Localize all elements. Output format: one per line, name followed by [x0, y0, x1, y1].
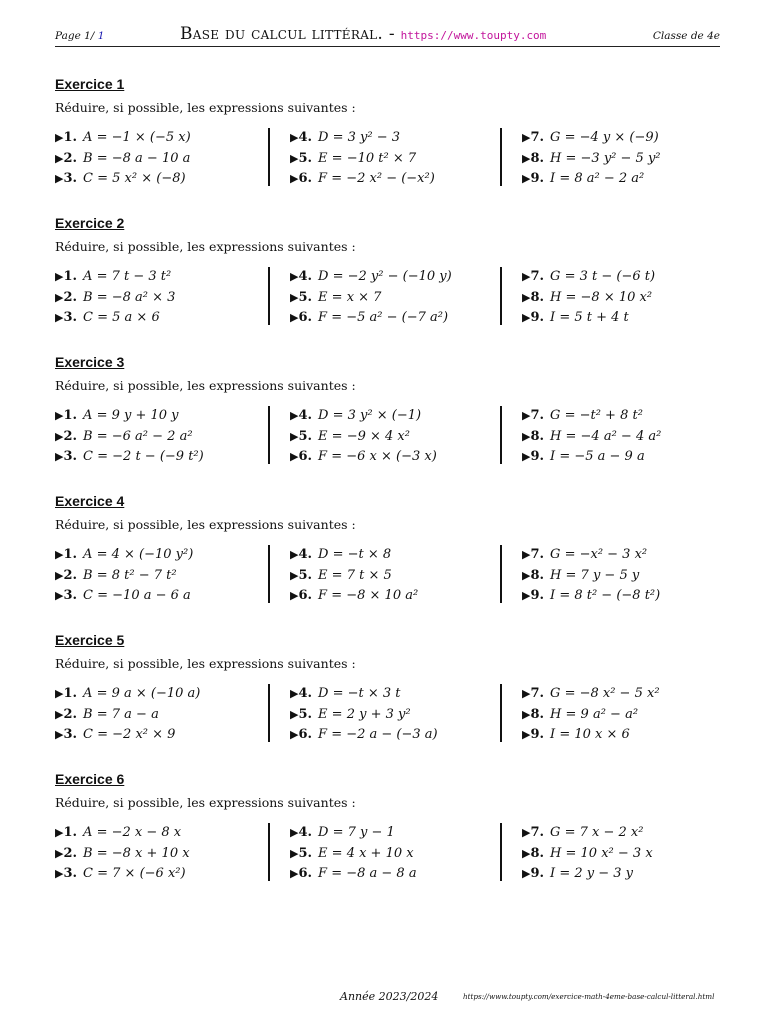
exercise-item	[290, 308, 510, 329]
item-number: ▶8.	[522, 150, 545, 166]
exercise-item	[290, 705, 510, 726]
item-number: ▶4.	[290, 130, 313, 145]
exercise-5	[55, 632, 725, 752]
triangle-marker-icon: ▶	[290, 450, 299, 463]
exercise-column	[268, 406, 510, 464]
item-expression: F = −6 x × (−3 x)	[318, 449, 437, 464]
exercise-column	[268, 545, 510, 603]
exercise-item	[55, 725, 275, 746]
item-expression: H = −4 a² − 4 a²	[550, 428, 662, 444]
exercise-item	[522, 586, 742, 607]
item-expression: A = 9 a × (−10 a)	[83, 686, 201, 701]
item-expression: F = −2 a − (−3 a)	[318, 727, 438, 742]
exercise-column	[55, 823, 275, 885]
exercise-column	[500, 823, 742, 881]
exercise-column	[268, 267, 510, 325]
page-total: 1	[97, 30, 105, 42]
triangle-marker-icon: ▶	[290, 311, 299, 324]
exercise-item	[290, 427, 510, 448]
triangle-marker-icon: ▶	[55, 450, 64, 463]
exercise-item	[522, 128, 742, 149]
triangle-marker-icon: ▶	[522, 270, 531, 283]
exercise-item	[522, 823, 742, 844]
item-expression: I = 8 a² − 2 a²	[550, 171, 645, 186]
item-expression: A = 9 y + 10 y	[83, 408, 179, 423]
exercise-item	[55, 267, 275, 288]
item-number: ▶2.	[55, 706, 78, 722]
triangle-marker-icon: ▶	[290, 568, 299, 582]
exercise-column	[55, 267, 275, 329]
item-number: ▶9.	[522, 171, 545, 186]
item-expression: B = −6 a² − 2 a²	[83, 428, 193, 444]
exercise-item	[522, 267, 742, 288]
exercise-instruction: Réduire, si possible, les expressions suivantes :	[55, 239, 356, 254]
item-number: ▶1.	[55, 269, 78, 284]
item-number: ▶5.	[290, 289, 313, 305]
footer-year: Année 2023/2024	[340, 990, 439, 1003]
triangle-marker-icon: ▶	[55, 846, 64, 860]
item-expression: F = −5 a² − (−7 a²)	[318, 310, 449, 325]
item-expression: E = 7 t × 5	[318, 567, 392, 583]
exercise-item	[522, 149, 742, 170]
item-number: ▶8.	[522, 845, 545, 861]
exercise-column	[268, 128, 510, 186]
exercise-item	[522, 864, 742, 885]
item-number: ▶2.	[55, 428, 78, 444]
item-expression: H = −8 × 10 x²	[550, 289, 653, 305]
page-header	[55, 24, 720, 47]
triangle-marker-icon: ▶	[290, 131, 299, 144]
item-expression: D = 3 y² × (−1)	[318, 408, 422, 423]
item-expression: F = −8 × 10 a²	[318, 588, 419, 603]
triangle-marker-icon: ▶	[290, 728, 299, 741]
exercise-instruction: Réduire, si possible, les expressions suivantes :	[55, 378, 356, 393]
triangle-marker-icon: ▶	[290, 409, 299, 422]
exercise-item	[55, 864, 275, 885]
exercise-item	[55, 128, 275, 149]
triangle-marker-icon: ▶	[522, 151, 531, 165]
exercise-column	[55, 545, 275, 607]
exercise-column	[500, 545, 742, 603]
exercise-item	[55, 169, 275, 190]
exercise-item	[290, 169, 510, 190]
triangle-marker-icon: ▶	[55, 151, 64, 165]
exercise-item	[290, 288, 510, 309]
exercise-item	[55, 684, 275, 705]
triangle-marker-icon: ▶	[55, 548, 64, 561]
item-number: ▶7.	[522, 408, 545, 423]
triangle-marker-icon: ▶	[522, 687, 531, 700]
exercise-column	[500, 684, 742, 742]
item-number: ▶6.	[290, 171, 313, 186]
item-expression: B = −8 a² × 3	[83, 289, 176, 305]
item-expression: I = 10 x × 6	[550, 727, 630, 742]
item-expression: C = −2 x² × 9	[83, 727, 176, 742]
item-expression: D = 7 y − 1	[318, 825, 395, 840]
exercise-column	[55, 684, 275, 746]
triangle-marker-icon: ▶	[290, 687, 299, 700]
item-number: ▶6.	[290, 866, 313, 881]
class-label: Classe de 4e	[652, 30, 720, 42]
triangle-marker-icon: ▶	[522, 409, 531, 422]
exercise-item	[522, 545, 742, 566]
triangle-marker-icon: ▶	[290, 867, 299, 880]
triangle-marker-icon: ▶	[522, 568, 531, 582]
item-number: ▶5.	[290, 567, 313, 583]
triangle-marker-icon: ▶	[522, 450, 531, 463]
item-expression: A = −2 x − 8 x	[83, 825, 182, 840]
item-expression: E = −10 t² × 7	[318, 150, 417, 166]
exercise-item	[522, 288, 742, 309]
triangle-marker-icon: ▶	[55, 867, 64, 880]
item-number: ▶9.	[522, 727, 545, 742]
exercise-item	[55, 308, 275, 329]
item-expression: A = −1 × (−5 x)	[83, 130, 191, 145]
triangle-marker-icon: ▶	[290, 548, 299, 561]
item-number: ▶7.	[522, 130, 545, 145]
item-number: ▶8.	[522, 567, 545, 583]
exercise-2	[55, 215, 725, 335]
exercise-item	[290, 566, 510, 587]
item-expression: E = 4 x + 10 x	[318, 845, 414, 861]
item-expression: G = −8 x² − 5 x²	[550, 686, 660, 701]
exercise-4	[55, 493, 725, 613]
item-number: ▶9.	[522, 588, 545, 603]
item-number: ▶1.	[55, 686, 78, 701]
triangle-marker-icon: ▶	[55, 707, 64, 721]
triangle-marker-icon: ▶	[55, 568, 64, 582]
triangle-marker-icon: ▶	[522, 707, 531, 721]
item-number: ▶2.	[55, 845, 78, 861]
exercise-item	[522, 844, 742, 865]
exercise-item	[55, 406, 275, 427]
triangle-marker-icon: ▶	[290, 589, 299, 602]
exercise-item	[290, 725, 510, 746]
exercise-title: Exercice 6	[55, 771, 125, 787]
item-expression: D = 3 y² − 3	[318, 130, 401, 145]
item-number: ▶9.	[522, 449, 545, 464]
exercise-item	[55, 823, 275, 844]
item-number: ▶7.	[522, 547, 545, 562]
exercise-6	[55, 771, 725, 891]
item-number: ▶2.	[55, 150, 78, 166]
triangle-marker-icon: ▶	[522, 311, 531, 324]
item-number: ▶5.	[290, 706, 313, 722]
item-expression: C = 5 a × 6	[83, 310, 160, 325]
item-number: ▶3.	[55, 727, 78, 742]
item-expression: H = 9 a² − a²	[550, 706, 639, 722]
triangle-marker-icon: ▶	[290, 846, 299, 860]
triangle-marker-icon: ▶	[522, 728, 531, 741]
exercise-column	[268, 684, 510, 742]
item-number: ▶4.	[290, 825, 313, 840]
exercise-item	[55, 447, 275, 468]
item-expression: A = 7 t − 3 t²	[83, 269, 172, 284]
triangle-marker-icon: ▶	[290, 151, 299, 165]
item-expression: G = −4 y × (−9)	[550, 130, 659, 145]
item-number: ▶6.	[290, 449, 313, 464]
item-number: ▶1.	[55, 130, 78, 145]
item-expression: I = 8 t² − (−8 t²)	[550, 588, 661, 603]
item-number: ▶7.	[522, 825, 545, 840]
document-title: Base du calcul littéral. - https://www.toupty.com	[180, 24, 547, 44]
item-expression: D = −t × 8	[318, 547, 392, 562]
item-number: ▶6.	[290, 588, 313, 603]
exercise-column	[500, 406, 742, 464]
triangle-marker-icon: ▶	[290, 290, 299, 304]
item-number: ▶3.	[55, 866, 78, 881]
exercise-title: Exercice 1	[55, 76, 125, 92]
exercise-column	[55, 406, 275, 468]
item-number: ▶8.	[522, 428, 545, 444]
triangle-marker-icon: ▶	[55, 172, 64, 185]
exercise-instruction: Réduire, si possible, les expressions suivantes :	[55, 656, 356, 671]
exercise-item	[290, 267, 510, 288]
item-expression: G = 7 x − 2 x²	[550, 825, 644, 840]
exercise-1	[55, 76, 725, 196]
item-number: ▶4.	[290, 408, 313, 423]
item-expression: G = −x² − 3 x²	[550, 547, 648, 562]
item-expression: C = 7 × (−6 x²)	[83, 866, 186, 881]
item-expression: G = −t² + 8 t²	[550, 408, 643, 423]
item-number: ▶5.	[290, 428, 313, 444]
exercise-item	[522, 427, 742, 448]
exercise-item	[522, 684, 742, 705]
triangle-marker-icon: ▶	[55, 270, 64, 283]
footer-url-link[interactable]: https://www.toupty.com/exercice-math-4eme-base-calcul-litteral.html	[463, 992, 715, 1001]
triangle-marker-icon: ▶	[290, 172, 299, 185]
triangle-marker-icon: ▶	[522, 131, 531, 144]
triangle-marker-icon: ▶	[522, 429, 531, 443]
exercise-item	[290, 823, 510, 844]
item-expression: D = −t × 3 t	[318, 686, 401, 701]
triangle-marker-icon: ▶	[522, 290, 531, 304]
triangle-marker-icon: ▶	[55, 409, 64, 422]
triangle-marker-icon: ▶	[55, 131, 64, 144]
item-expression: A = 4 × (−10 y²)	[83, 547, 194, 562]
exercise-item	[522, 566, 742, 587]
item-expression: H = 10 x² − 3 x	[550, 845, 653, 861]
item-expression: H = −3 y² − 5 y²	[550, 150, 661, 166]
exercise-3	[55, 354, 725, 474]
exercise-column	[500, 267, 742, 325]
item-expression: F = −2 x² − (−x²)	[318, 171, 435, 186]
triangle-marker-icon: ▶	[55, 311, 64, 324]
exercise-item	[55, 149, 275, 170]
exercise-item	[290, 684, 510, 705]
item-number: ▶6.	[290, 727, 313, 742]
exercise-item	[522, 725, 742, 746]
item-number: ▶9.	[522, 866, 545, 881]
exercise-item	[55, 586, 275, 607]
exercise-item	[55, 705, 275, 726]
triangle-marker-icon: ▶	[55, 728, 64, 741]
triangle-marker-icon: ▶	[522, 846, 531, 860]
triangle-marker-icon: ▶	[55, 826, 64, 839]
item-number: ▶9.	[522, 310, 545, 325]
exercise-item	[290, 586, 510, 607]
exercise-item	[290, 149, 510, 170]
item-expression: I = 5 t + 4 t	[550, 310, 629, 325]
item-number: ▶7.	[522, 269, 545, 284]
exercise-item	[55, 288, 275, 309]
item-number: ▶3.	[55, 171, 78, 186]
item-number: ▶1.	[55, 825, 78, 840]
item-expression: E = −9 × 4 x²	[318, 428, 410, 444]
exercise-item	[522, 447, 742, 468]
item-expression: C = 5 x² × (−8)	[83, 171, 186, 186]
item-expression: B = 7 a − a	[83, 706, 159, 722]
triangle-marker-icon: ▶	[522, 589, 531, 602]
exercise-title: Exercice 3	[55, 354, 125, 370]
item-number: ▶1.	[55, 408, 78, 423]
page-number: Page 1/ 1	[55, 30, 105, 42]
exercise-item	[522, 169, 742, 190]
triangle-marker-icon: ▶	[55, 290, 64, 304]
item-expression: C = −2 t − (−9 t²)	[83, 449, 204, 464]
item-number: ▶4.	[290, 547, 313, 562]
exercise-item	[522, 705, 742, 726]
item-number: ▶6.	[290, 310, 313, 325]
item-expression: E = x × 7	[318, 289, 382, 305]
item-number: ▶7.	[522, 686, 545, 701]
exercise-item	[55, 427, 275, 448]
item-number: ▶2.	[55, 289, 78, 305]
exercise-item	[522, 406, 742, 427]
triangle-marker-icon: ▶	[55, 429, 64, 443]
item-expression: I = 2 y − 3 y	[550, 866, 633, 881]
exercise-instruction: Réduire, si possible, les expressions suivantes :	[55, 795, 356, 810]
item-number: ▶3.	[55, 588, 78, 603]
exercise-item	[290, 844, 510, 865]
exercise-item	[290, 447, 510, 468]
exercise-item	[55, 566, 275, 587]
item-number: ▶8.	[522, 289, 545, 305]
exercise-item	[55, 545, 275, 566]
item-number: ▶5.	[290, 845, 313, 861]
item-number: ▶3.	[55, 310, 78, 325]
exercise-instruction: Réduire, si possible, les expressions suivantes :	[55, 100, 356, 115]
triangle-marker-icon: ▶	[522, 867, 531, 880]
item-number: ▶8.	[522, 706, 545, 722]
item-expression: B = −8 a − 10 a	[83, 150, 191, 166]
item-number: ▶4.	[290, 269, 313, 284]
item-expression: C = −10 a − 6 a	[83, 588, 191, 603]
exercise-item	[290, 128, 510, 149]
item-number: ▶3.	[55, 449, 78, 464]
triangle-marker-icon: ▶	[55, 687, 64, 700]
triangle-marker-icon: ▶	[290, 707, 299, 721]
triangle-marker-icon: ▶	[290, 270, 299, 283]
exercise-column	[268, 823, 510, 881]
exercise-item	[522, 308, 742, 329]
triangle-marker-icon: ▶	[522, 172, 531, 185]
item-expression: D = −2 y² − (−10 y)	[318, 269, 452, 284]
item-expression: E = 2 y + 3 y²	[318, 706, 411, 722]
item-expression: H = 7 y − 5 y	[550, 567, 640, 583]
exercise-title: Exercice 4	[55, 493, 125, 509]
item-expression: I = −5 a − 9 a	[550, 449, 645, 464]
exercise-column	[500, 128, 742, 186]
triangle-marker-icon: ▶	[290, 826, 299, 839]
header-url-link[interactable]: https://www.toupty.com	[400, 29, 547, 42]
triangle-marker-icon: ▶	[522, 826, 531, 839]
exercise-title: Exercice 5	[55, 632, 125, 648]
exercise-instruction: Réduire, si possible, les expressions suivantes :	[55, 517, 356, 532]
item-number: ▶4.	[290, 686, 313, 701]
exercise-column	[55, 128, 275, 190]
exercise-title: Exercice 2	[55, 215, 125, 231]
item-number: ▶2.	[55, 567, 78, 583]
item-expression: G = 3 t − (−6 t)	[550, 269, 656, 284]
exercise-item	[290, 406, 510, 427]
item-number: ▶1.	[55, 547, 78, 562]
exercise-item	[290, 864, 510, 885]
item-number: ▶5.	[290, 150, 313, 166]
exercise-item	[290, 545, 510, 566]
exercise-item	[55, 844, 275, 865]
item-expression: F = −8 a − 8 a	[318, 866, 417, 881]
item-expression: B = 8 t² − 7 t²	[83, 567, 177, 583]
item-expression: B = −8 x + 10 x	[83, 845, 190, 861]
triangle-marker-icon: ▶	[290, 429, 299, 443]
triangle-marker-icon: ▶	[522, 548, 531, 561]
page-footer	[0, 990, 768, 1006]
triangle-marker-icon: ▶	[55, 589, 64, 602]
